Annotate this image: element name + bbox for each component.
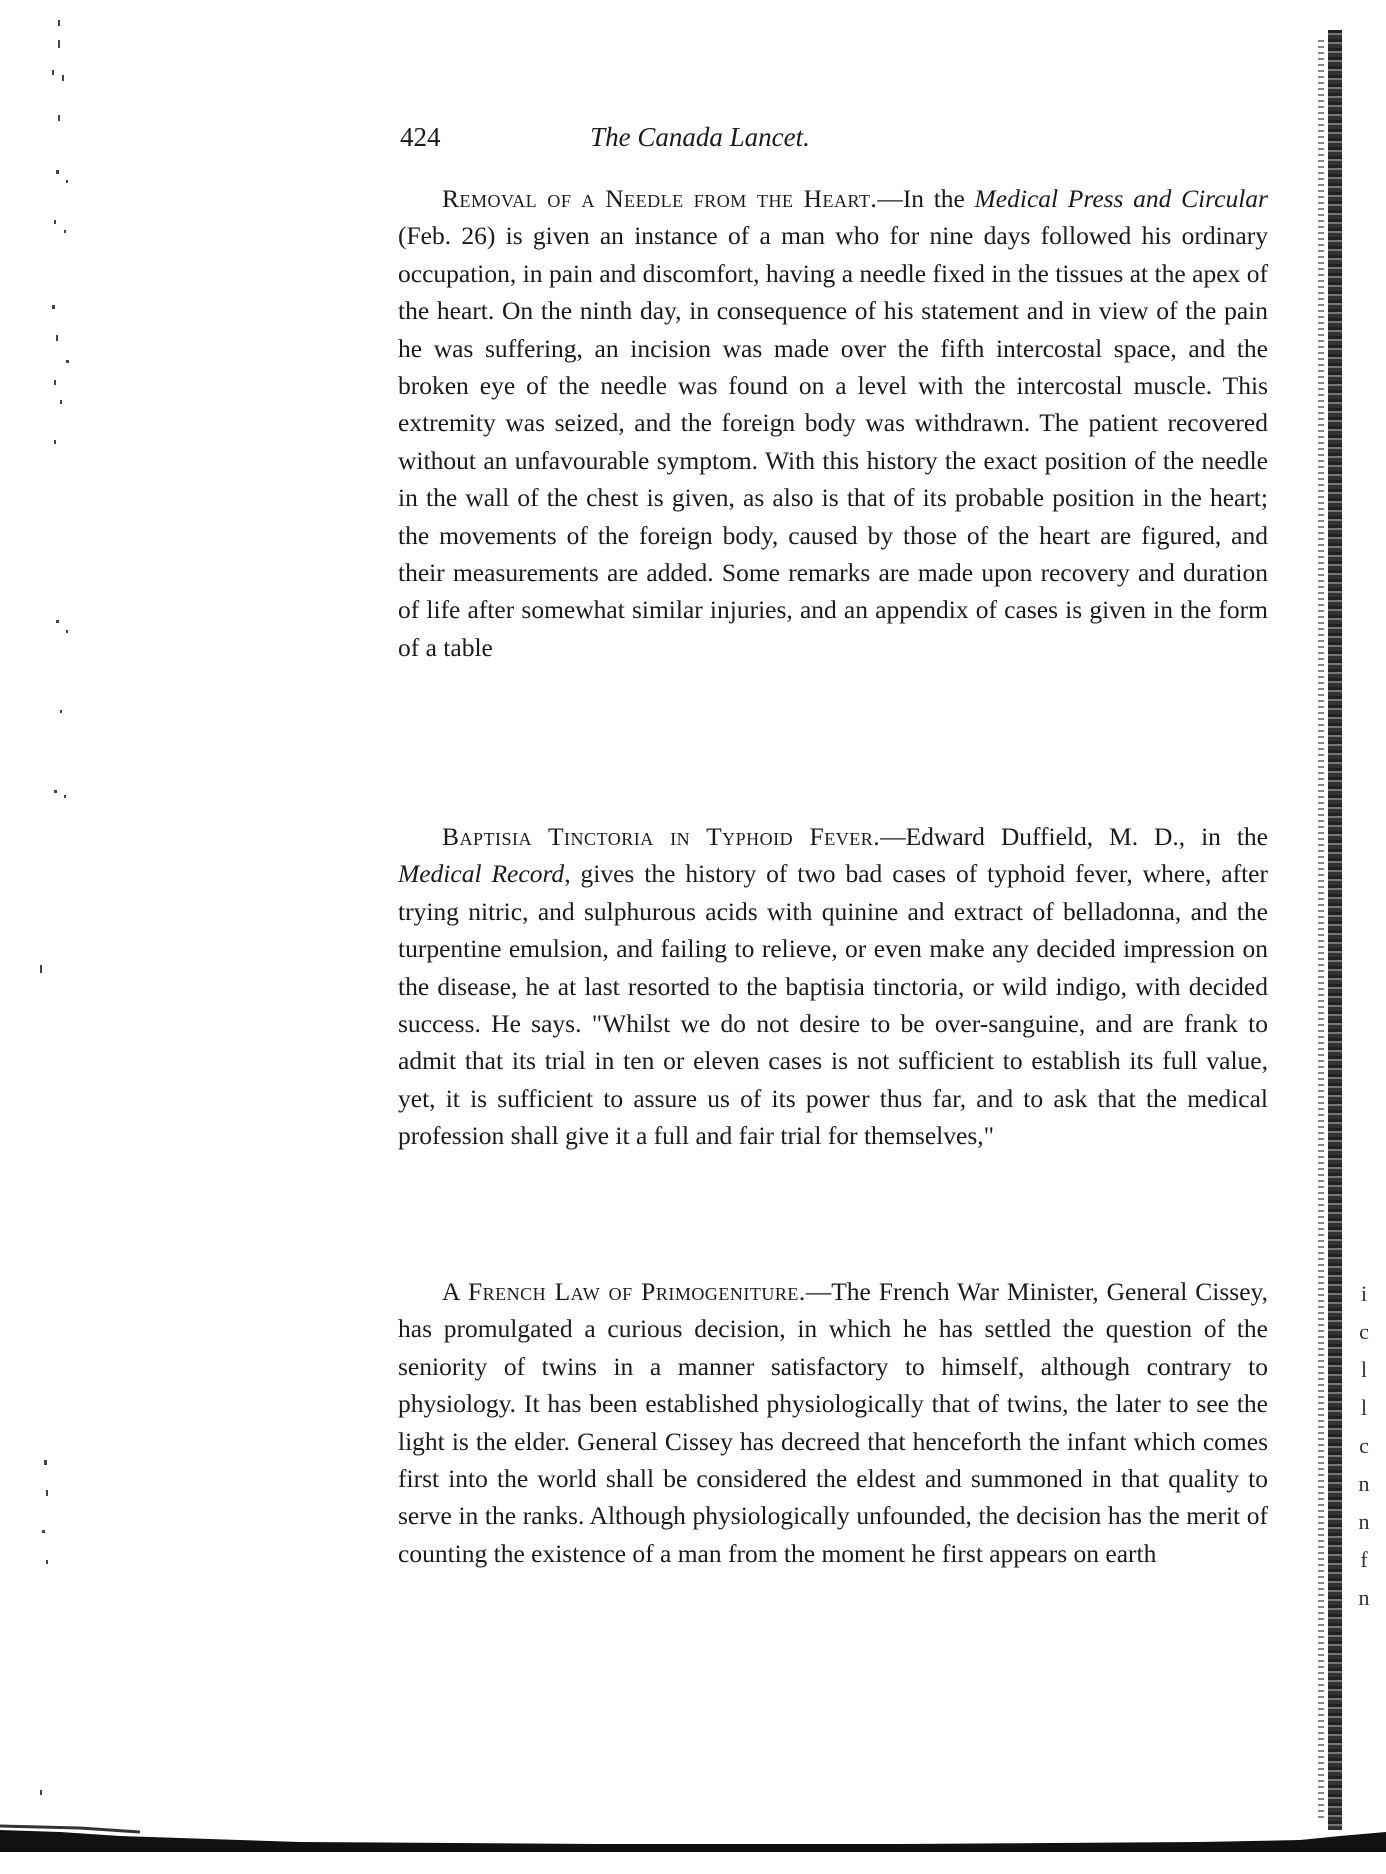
margin-fragment: l bbox=[1360, 1357, 1368, 1382]
journal-name: Medical Press and Circular bbox=[974, 184, 1268, 213]
margin-specks bbox=[30, 0, 90, 1874]
journal-name: Medical Record bbox=[398, 859, 565, 889]
article-text: In the bbox=[902, 184, 975, 213]
page-number: 424 bbox=[400, 122, 441, 152]
article-text: Edward Duffield, M. D., in the bbox=[905, 822, 1268, 851]
article-needle-heart bbox=[398, 180, 1268, 666]
adjacent-page-fragments bbox=[1346, 1275, 1382, 1617]
margin-fragment: n bbox=[1358, 1585, 1370, 1610]
title-dash: — bbox=[877, 184, 903, 213]
margin-fragment: i bbox=[1360, 1281, 1368, 1306]
title-dash: — bbox=[805, 1277, 832, 1306]
article-baptisia bbox=[398, 818, 1268, 1155]
running-head: The Canada Lancet. bbox=[590, 122, 810, 152]
margin-fragment: f bbox=[1360, 1547, 1368, 1572]
page-bottom-edge bbox=[0, 1822, 1386, 1852]
margin-fragment: c bbox=[1359, 1319, 1369, 1344]
article-text: , gives the history of two bad cases of typhoid fever, where, after trying nitric, and sulphurous acids with quinine and extract of belladonna, and the turpentine emulsion, and failing to relieve, or even make any decided impression on the disease, he at last resorted to the baptisia tinctoria, or wild indigo, with decided success. He says. "Whilst we do not desire to be over-sanguine, and are frank to admit that its trial in ten or eleven cases is not sufficient to establish its full value, yet, it is sufficient to assure us of its power thus far, and to ask that the medical profession shall give it a full and fair trial for themselves," bbox=[398, 859, 1268, 1151]
article-title: A French Law of Primogeniture. bbox=[442, 1277, 806, 1306]
page-binding-shadow bbox=[1318, 40, 1324, 1820]
article-primogeniture bbox=[398, 1273, 1268, 1572]
article-text: The French War Minister, General Cissey, has promulgated a curious decision, in which he has settled the question of the seniority of twins in a manner satisfactory to himself, although contrary to physiology. It has been established physiologically that of twins, the later to see the light is the elder. General Cissey has decreed that henceforth the infant which comes first into the world shall be considered the eldest and summoned in that quality to serve in the ranks. Although physiologically unfounded, the decision has the merit of counting the existence of a man from the moment he first appears on earth bbox=[398, 1277, 1268, 1568]
article-text: (Feb. 26) is given an instance of a man who for nine days followed his ordinary occupation, in pain and discomfort, having a needle fixed in the tissues at the apex of the heart. On the ninth day, in consequence of his statement and in view of the pain he was suffering, an incision was made over the fifth intercostal space, and the broken eye of the needle was found on a level with the intercostal muscle. This extremity was seized, and the foreign body was withdrawn. The patient recovered without an unfavourable symptom. With this history the exact position of the needle in the wall of the chest is given, as also is that of its probable position in the heart; the movements of the foreign body, caused by those of the heart are figured, and their measurements are added. Some remarks are made upon recovery and duration of life after somewhat similar injuries, and an appendix of cases is given in the form of a table bbox=[398, 221, 1268, 662]
article-title: Removal of a Needle from the Heart. bbox=[442, 184, 878, 213]
margin-fragment: n bbox=[1358, 1471, 1370, 1496]
margin-fragment: l bbox=[1360, 1395, 1368, 1420]
title-dash: — bbox=[880, 822, 906, 851]
article-title: Baptisia Tinctoria in Typhoid Fever. bbox=[442, 822, 881, 851]
page-binding-edge bbox=[1328, 30, 1342, 1830]
margin-fragment: n bbox=[1358, 1509, 1370, 1534]
margin-fragment: c bbox=[1359, 1433, 1369, 1458]
page-header bbox=[400, 122, 970, 162]
